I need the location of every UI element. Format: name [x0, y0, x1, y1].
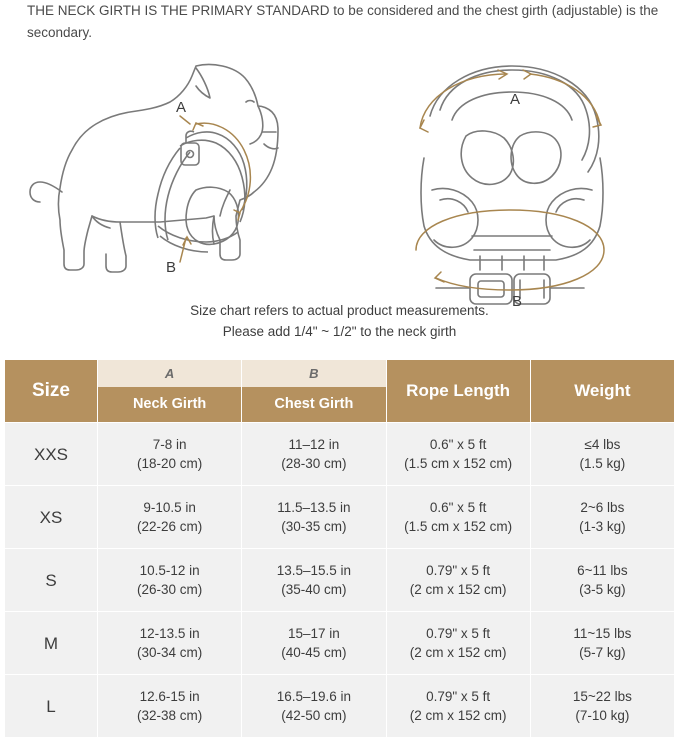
header-chest-girth	[242, 360, 386, 423]
header-size: Size	[5, 360, 98, 423]
header-chest-label: Chest Girth	[274, 396, 354, 412]
cell-rope-ft: 0.6" x 5 ft	[429, 500, 487, 515]
cell-weight-lbs: 6~11 lbs	[577, 563, 628, 578]
side-label-a: A	[176, 99, 187, 116]
cell-neck	[98, 612, 242, 675]
cell-rope	[386, 549, 530, 612]
cell-chest	[242, 549, 386, 612]
cell-neck	[98, 549, 242, 612]
table-row	[5, 675, 675, 738]
cell-neck-in: 7-8 in	[152, 437, 187, 452]
cell-neck-cm: (30-34 cm)	[136, 645, 203, 660]
table-row	[5, 486, 675, 549]
cell-size: L	[5, 675, 98, 738]
cell-chest	[242, 423, 386, 486]
intro-text: THE NECK GIRTH IS THE PRIMARY STANDARD to be considered and the chest girth (adjustable) is the secondary.	[27, 3, 659, 40]
cell-weight-kg: (1-3 kg)	[579, 519, 626, 534]
cell-chest-in: 11–12 in	[288, 437, 340, 452]
cell-weight-lbs: 11~15 lbs	[573, 626, 632, 641]
cell-rope-ft: 0.6" x 5 ft	[429, 437, 487, 452]
cell-size: M	[5, 612, 98, 675]
side-label-b: B	[166, 259, 177, 276]
cell-weight-kg: (1.5 kg)	[579, 456, 626, 471]
cell-size: XS	[5, 486, 98, 549]
front-label-a: A	[510, 91, 521, 108]
cell-neck-cm: (22-26 cm)	[136, 519, 203, 534]
cell-rope	[386, 423, 530, 486]
front-label-b: B	[512, 293, 523, 310]
side-view-dog	[30, 65, 278, 273]
cell-weight	[530, 549, 674, 612]
cell-chest-in: 15–17 in	[287, 626, 340, 641]
cell-weight-lbs: ≤4 lbs	[584, 437, 621, 452]
cell-chest-in: 16.5–19.6 in	[276, 689, 352, 704]
harness-diagrams	[0, 40, 679, 310]
side-view-harness-straps	[155, 132, 247, 252]
cell-chest-cm: (40-45 cm)	[281, 645, 347, 660]
cell-chest-in: 11.5–13.5 in	[277, 500, 351, 515]
cell-neck	[98, 486, 242, 549]
cell-size: S	[5, 549, 98, 612]
cell-neck-in: 12.6-15 in	[139, 689, 200, 704]
table-row	[5, 612, 675, 675]
cell-chest-cm: (30-35 cm)	[281, 519, 347, 534]
caption-line-1: Size chart refers to actual product measurements.	[190, 303, 489, 318]
cell-rope	[386, 486, 530, 549]
cell-weight	[530, 423, 674, 486]
cell-chest	[242, 486, 386, 549]
cell-weight	[530, 612, 674, 675]
cell-rope	[386, 675, 530, 738]
header-neck-girth	[98, 360, 242, 423]
cell-neck-in: 9-10.5 in	[143, 500, 196, 515]
cell-rope-cm: (1.5 cm x 152 cm)	[404, 519, 513, 534]
table-row	[5, 549, 675, 612]
cell-rope-ft: 0.79" x 5 ft	[426, 563, 491, 578]
cell-neck	[98, 423, 242, 486]
cell-neck-cm: (32-38 cm)	[136, 708, 203, 723]
cell-chest	[242, 612, 386, 675]
cell-size: XXS	[5, 423, 98, 486]
header-chest-letter: B	[242, 360, 385, 387]
cell-neck-cm: (26-30 cm)	[136, 582, 203, 597]
header-rope-length: Rope Length	[386, 360, 530, 423]
cell-weight-kg: (5-7 kg)	[579, 645, 626, 660]
cell-rope-cm: (1.5 cm x 152 cm)	[404, 456, 513, 471]
cell-weight-lbs: 2~6 lbs	[580, 500, 625, 515]
size-chart-table	[4, 359, 675, 738]
cell-chest-cm: (42-50 cm)	[281, 708, 347, 723]
table-body	[5, 423, 675, 738]
cell-neck-cm: (18-20 cm)	[136, 456, 203, 471]
cell-rope-ft: 0.79" x 5 ft	[426, 626, 491, 641]
header-neck-label: Neck Girth	[132, 396, 207, 412]
size-chart-caption	[0, 300, 679, 342]
cell-rope	[386, 612, 530, 675]
cell-rope-cm: (2 cm x 152 cm)	[409, 582, 507, 597]
header-neck-letter: A	[98, 360, 241, 387]
table-row	[5, 423, 675, 486]
cell-weight-kg: (3-5 kg)	[579, 582, 626, 597]
diagram-area	[0, 40, 679, 310]
table-header-row	[5, 360, 675, 423]
cell-neck-in: 12-13.5 in	[139, 626, 200, 641]
cell-neck	[98, 675, 242, 738]
cell-chest-cm: (28-30 cm)	[281, 456, 347, 471]
header-weight: Weight	[530, 360, 674, 423]
cell-rope-ft: 0.79" x 5 ft	[426, 689, 491, 704]
cell-chest	[242, 675, 386, 738]
cell-weight-kg: (7-10 kg)	[575, 708, 630, 723]
caption-line-2: Please add 1/4" ~ 1/2" to the neck girth	[222, 324, 457, 339]
cell-weight	[530, 675, 674, 738]
cell-rope-cm: (2 cm x 152 cm)	[409, 708, 507, 723]
cell-chest-in: 13.5–15.5 in	[276, 563, 352, 578]
cell-neck-in: 10.5-12 in	[139, 563, 200, 578]
cell-rope-cm: (2 cm x 152 cm)	[409, 645, 507, 660]
cell-chest-cm: (35-40 cm)	[281, 582, 347, 597]
cell-weight-lbs: 15~22 lbs	[572, 689, 632, 704]
cell-weight	[530, 486, 674, 549]
